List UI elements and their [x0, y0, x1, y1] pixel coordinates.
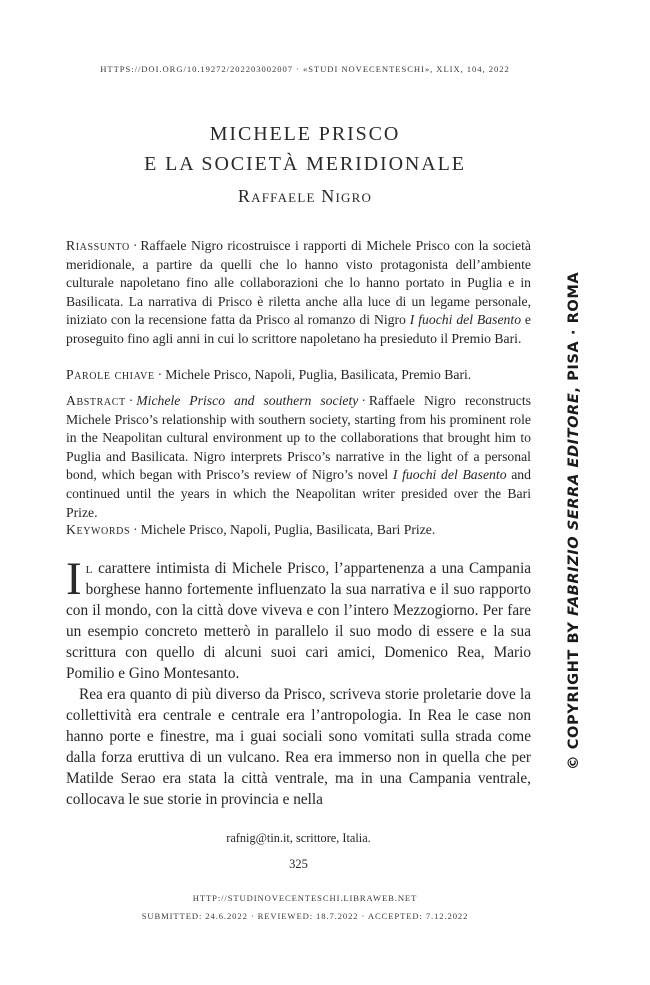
parole-chiave-separator: ·	[157, 367, 163, 382]
abstract-title: Michele Prisco and southern society	[136, 393, 359, 408]
riassunto-section	[66, 237, 531, 349]
abstract-text-2: and continued until the years in which the Neapolitan writer presided over the Bari Prize.	[66, 467, 531, 520]
paragraph-1	[66, 553, 531, 684]
parole-chiave-label: Parole chiave	[66, 367, 155, 382]
author-name: Raffaele Nigro	[237, 186, 373, 206]
abstract-section	[66, 392, 531, 522]
parole-chiave-section	[66, 366, 531, 385]
abstract-separator: ·	[128, 393, 134, 408]
riassunto-novel-title: I fuochi del Basento	[409, 312, 522, 328]
title-line-1: MICHELE PRISCO	[209, 123, 401, 145]
keywords-separator: ·	[133, 522, 138, 537]
riassunto-text-2: e proseguito fino agli anni in cui lo scrittore napoletano ha presieduto il Premio Bari.	[66, 312, 532, 346]
riassunto-label: Riassunto	[66, 238, 130, 253]
abstract-label: Abstract	[66, 393, 126, 408]
keywords-section	[66, 521, 531, 540]
copyright-notice	[565, 200, 585, 770]
riassunto-separator: ·	[132, 238, 138, 253]
keywords-text: Michele Prisco, Napoli, Puglia, Basilicata, Bari Prize.	[140, 522, 436, 537]
abstract-novel-title: I fuochi del Basento	[392, 467, 507, 483]
copyright-suffix: , PISA · ROMA	[565, 271, 582, 393]
submission-dates: SUBMITTED: 24.6.2022 · REVIEWED: 18.7.2022 · ACCEPTED: 7.12.2022	[141, 911, 469, 921]
citation-header: HTTPS://DOI.ORG/10.19272/202203002007 · «STUDI NOVECENTESCHI», XLIX, 104, 2022	[100, 64, 510, 74]
parole-chiave-text: Michele Prisco, Napoli, Puglia, Basilicata, Premio Bari.	[165, 367, 472, 382]
drop-cap: I	[66, 553, 82, 605]
lead-small-caps: l	[85, 560, 93, 577]
paragraph-1-text: carattere intimista di Michele Prisco, l’appartenenza a una Campania borghese hanno fortemente influenzato la sua narrativa e il suo rapporto con il mondo, con la città dove viveva e con l’intero Mezzogiorno. Per fare un esempio concreto metterò in parallelo il suo modo di essere e la sua scrittura con quello di alcuni suoi cari amici, Domenico Rea, Mario Pomilio e Gino Montesanto.	[66, 560, 531, 682]
copyright-publisher: FABRIZIO SERRA EDITORE	[565, 392, 582, 616]
body-text	[66, 553, 531, 810]
page-number: 325	[289, 857, 308, 871]
article-title	[40, 119, 570, 179]
paragraph-2: Rea era quanto di più diverso da Prisco, scriveva storie proletarie dove la collettività era centrale e centrale era l’antropologia. In Rea le case non hanno porte e finestre, ma i guai sociali sono vomitati sulla strada come dalla forza eruttiva di un vulcano. Rea era immerso non in quella che per Matilde Serao era stata la città ventrale, ma in una Campania ventrale, collocava le sue storie in provincia e nella	[66, 686, 531, 808]
riassunto-text-1: Raffaele Nigro ricostruisce i rapporti di Michele Prisco con la società meridionale, a partire da quelli che lo hanno visto protagonista dell’ambiente culturale napoletano fino alle collaborazioni che lo hanno portato in Puglia e in Basilicata. La narrativa di Prisco è riletta anche alla luce di un legame personale, iniziato con la recensione fatta da Prisco al romanzo di Nigro	[66, 238, 531, 328]
title-line-2: E LA SOCIETÀ MERIDIONALE	[144, 153, 466, 175]
author-footnote: rafnig@tin.it, scrittore, Italia.	[226, 831, 371, 845]
journal-url: HTTP://STUDINOVECENTESCHI.LIBRAWEB.NET	[192, 893, 418, 903]
copyright-prefix: © COPYRIGHT BY	[565, 615, 582, 770]
keywords-label: Keywords	[66, 522, 131, 537]
abstract-separator-2: ·	[361, 393, 366, 408]
abstract-text-1: Raffaele Nigro reconstructs Michele Prisco’s relationship with southern society, starting from his prominent role in the Neapolitan cultural environment up to the collaborations that brought him to Puglia and Basilicata. Nigro interprets Prisco’s narrative in the light of a personal bond, which began with Prisco’s review of Nigro’s novel	[66, 393, 531, 483]
